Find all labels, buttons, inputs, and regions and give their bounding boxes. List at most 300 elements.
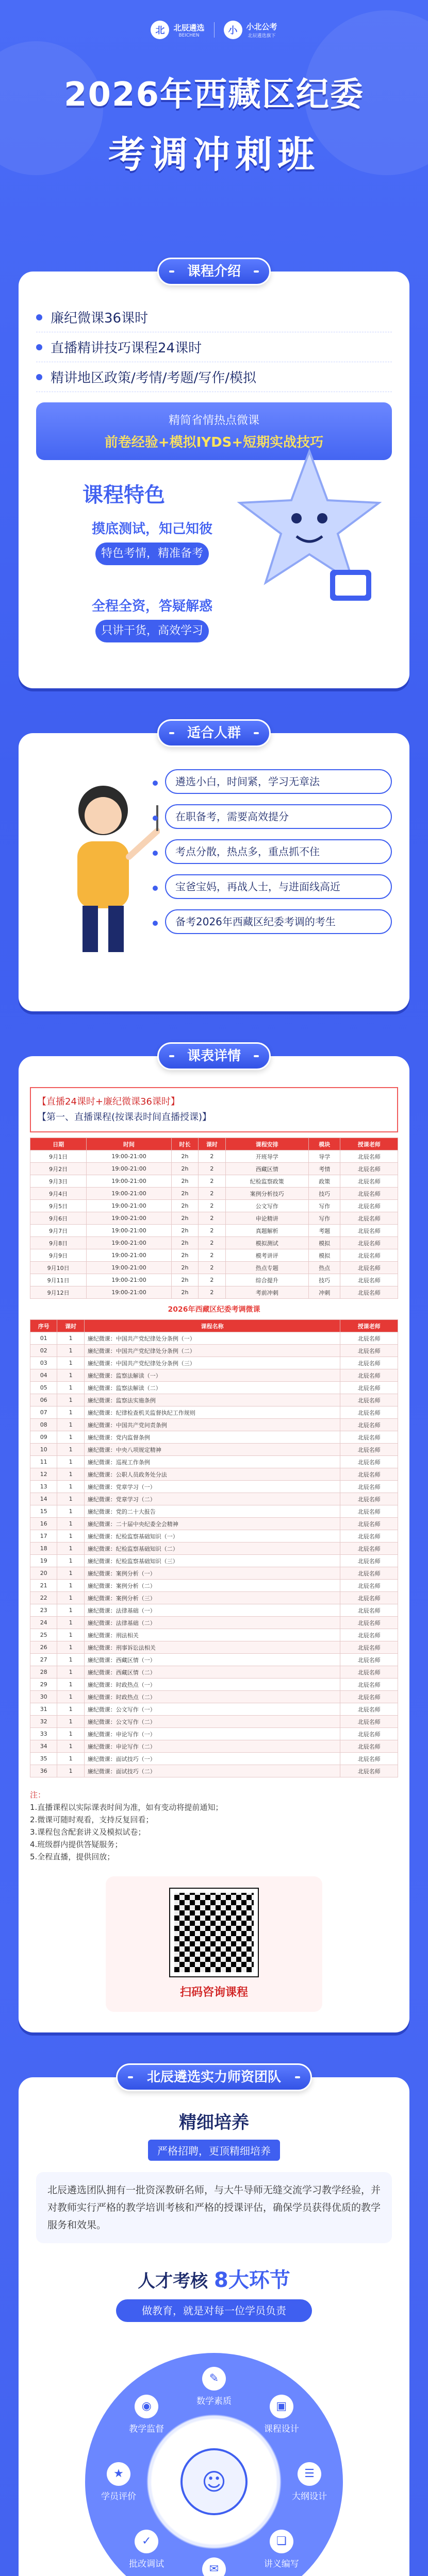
table-cell: 1 [57,1530,84,1543]
table-cell: 2 [199,1249,225,1262]
column-header: 序号 [30,1320,57,1332]
table-cell: 北辰名师 [340,1382,398,1394]
section-tag: 适合人群 [157,719,271,747]
table-cell: 1 [57,1716,84,1728]
wheel-node-label: 课程设计 [264,2424,299,2435]
table-cell: 1 [57,1728,84,1740]
table-row [30,1468,398,1481]
wheel-node-icon: ▣ [270,2395,293,2418]
table-cell: 考情 [309,1163,340,1175]
table-row [30,1456,398,1468]
table-cell: 2 [199,1286,225,1299]
table-cell: 廉纪微课：巡视工作条例 [84,1456,340,1468]
note-line: 2.微课可随时观看，支持反复回看； [30,1815,154,1824]
schedule-section [0,1042,428,2032]
brand-logo [151,21,204,39]
table-cell: 廉纪微课：党章学习（一） [84,1481,340,1493]
table-cell: 1 [57,1406,84,1419]
table-cell: 17 [30,1530,57,1543]
highlight-line: 前卷经验+模拟IYDS+短期实战技巧 [104,435,324,450]
table-cell: 28 [30,1666,57,1679]
table-cell: 廉纪微课：面试技巧（一） [84,1753,340,1765]
intro-item-text: 直播精讲技巧课程24课时 [51,341,202,356]
table-cell: 北辰名师 [340,1629,398,1641]
wheel-node-icon: ★ [107,2462,130,2486]
table-cell: 1 [57,1567,84,1580]
wheel-node [183,2367,245,2406]
bullet-dot-icon [36,314,42,320]
feature-text: 摸底测试，知己知彼 [91,521,212,537]
table-cell: 30 [30,1691,57,1703]
column-header: 课时 [57,1320,84,1332]
table-cell: 1 [57,1518,84,1530]
feature-area [36,508,392,678]
table-cell: 北辰名师 [340,1419,398,1431]
table-cell: 20 [30,1567,57,1580]
table-cell: 廉纪微课：案例分析（一） [84,1567,340,1580]
note-line: 4.班级群内提供答疑服务； [30,1840,123,1849]
table-cell: 9月12日 [30,1286,87,1299]
table-cell: 1 [57,1592,84,1604]
table-row [30,1567,398,1580]
table-cell: 19:00-21:00 [87,1274,172,1286]
table-row [30,1765,398,1777]
table-row [30,1286,398,1299]
table-row [30,1406,398,1419]
brand-logo-icon: 北 [151,21,169,39]
table-cell: 04 [30,1369,57,1382]
table-cell: 北辰名师 [340,1225,398,1237]
table-cell: 廉纪微课：法律基础（二） [84,1617,340,1629]
table-row [30,1357,398,1369]
table-row [30,1666,398,1679]
live-schedule-table [30,1138,398,1299]
table-cell: 廉纪微课：刑事诉讼法相关 [84,1641,340,1654]
table-cell: 1 [57,1580,84,1592]
table-cell: 廉纪微课：纪检监察基础知识（二） [84,1543,340,1555]
table-cell: 北辰名师 [340,1505,398,1518]
table-cell: 北辰名师 [340,1237,398,1249]
table-cell: 北辰名师 [340,1691,398,1703]
table-cell: 北辰名师 [340,1262,398,1274]
wheel-node-label: 学员评价 [101,2492,136,2502]
feature-title: 课程特色 [83,483,165,507]
table-row [30,1716,398,1728]
table-cell: 廉纪微课：党的二十大报告 [84,1505,340,1518]
table-cell: 1 [57,1753,84,1765]
course-intro-section [0,258,428,688]
table-row [30,1419,398,1431]
table-cell: 综合提升 [225,1274,309,1286]
wheel-node-icon: ✎ [202,2367,226,2391]
audience-item: 在职备考，需要高效提分 [165,804,392,829]
table-cell: 2 [199,1225,225,1237]
audience-card [19,733,409,1011]
qr-block [106,1876,322,2012]
table-cell: 廉纪微课：公文写作（二） [84,1716,340,1728]
wheel-center-icon: ☺ [180,2448,248,2515]
table-cell: 25 [30,1629,57,1641]
table-row [30,1249,398,1262]
section-tag: 课程介绍 [157,258,271,285]
table-cell: 08 [30,1419,57,1431]
section-tag: 北辰遴选实力师资团队 [116,2063,312,2091]
table-cell: 写作 [309,1212,340,1225]
table-row [30,1555,398,1567]
table-cell: 冲刺 [309,1286,340,1299]
table-cell: 北辰名师 [340,1357,398,1369]
wheel-node-label: 数学素质 [196,2396,232,2406]
table-cell: 31 [30,1703,57,1716]
table-cell: 2h [171,1286,198,1299]
table-cell: 26 [30,1641,57,1654]
table-cell: 廉纪微课：中国共产党纪律处分条例（一） [84,1332,340,1345]
table-cell: 2 [199,1150,225,1163]
table-cell: 9月7日 [30,1225,87,1237]
wheel-node-icon: ◉ [135,2395,158,2418]
table-cell: 北辰名师 [340,1555,398,1567]
table-cell: 1 [57,1456,84,1468]
audience-item: 宝爸宝妈，再战人士，与进面线高近 [165,874,392,899]
table-cell: 1 [57,1703,84,1716]
table-cell: 05 [30,1382,57,1394]
table-cell: 2 [199,1262,225,1274]
bullet-dot-icon [36,344,42,350]
note-line: 5.全程直播，提供回放； [30,1852,115,1861]
column-header: 课时 [199,1138,225,1150]
talent-subtitle: 做教育，就是对每一位学员负责 [116,2299,312,2322]
table-cell: 廉纪微课：中国共产党纪律处分条例（二） [84,1345,340,1357]
wheel-node-icon: ☰ [298,2462,321,2486]
table-cell: 34 [30,1740,57,1753]
table-cell: 1 [57,1357,84,1369]
table-cell: 2h [171,1225,198,1237]
intro-item-text: 精讲地区政策/考情/考题/写作/模拟 [51,370,257,386]
table-row [30,1163,398,1175]
table-cell: 廉纪微课：案例分析（三） [84,1592,340,1604]
table-cell: 19:00-21:00 [87,1249,172,1262]
table-cell: 北辰名师 [340,1703,398,1716]
table-cell: 22 [30,1592,57,1604]
table-row [30,1493,398,1505]
table-row [30,1629,398,1641]
wheel-node-icon: ❏ [270,2530,293,2553]
table-cell: 1 [57,1493,84,1505]
table-cell: 27 [30,1654,57,1666]
table-header-row [30,1320,398,1332]
table-cell: 公文写作 [225,1200,309,1212]
team-paragraph: 北辰遴选团队拥有一批资深教研名师，与大牛导师无缝交流学习教学经验，并对教师实行严格的教学培训考核和严格的授课评估，确保学员获得优质的教学服务和效果。 [36,2172,392,2243]
column-header: 课程安排 [225,1138,309,1150]
table-cell: 36 [30,1765,57,1777]
table-row [30,1175,398,1188]
talent-title-highlight: 8大环节 [214,2268,290,2292]
table-cell: 19:00-21:00 [87,1200,172,1212]
table-cell: 廉纪微课：刑法相关 [84,1629,340,1641]
table-cell: 09 [30,1431,57,1444]
table-row [30,1740,398,1753]
table-row [30,1505,398,1518]
column-header: 时间 [87,1138,172,1150]
table-row [30,1679,398,1691]
table-cell: 北辰名师 [340,1592,398,1604]
table-cell: 2h [171,1163,198,1175]
table-row [30,1592,398,1604]
column-header: 课程名称 [84,1320,340,1332]
table-cell: 21 [30,1580,57,1592]
table-cell: 2h [171,1188,198,1200]
wheel-node [251,2395,312,2434]
section-tag: 课表详情 [157,1042,271,1070]
table-cell: 1 [57,1765,84,1777]
table-header-row [30,1138,398,1150]
table-cell: 1 [57,1555,84,1567]
table-cell: 13 [30,1481,57,1493]
brand2-name: 小北公考 [246,22,277,31]
audience-item: 考点分散，热点多，重点抓不住 [165,839,392,864]
table-cell: 12 [30,1468,57,1481]
table-cell: 北辰名师 [340,1654,398,1666]
table-cell: 廉纪微课：中央八项规定精神 [84,1444,340,1456]
table-cell: 北辰名师 [340,1481,398,1493]
table-cell: 24 [30,1617,57,1629]
intro-item [36,362,392,392]
table-cell: 北辰名师 [340,1175,398,1188]
table-cell: 29 [30,1679,57,1691]
table-cell: 北辰名师 [340,1406,398,1419]
table-cell: 2h [171,1249,198,1262]
table-cell: 模拟测试 [225,1237,309,1249]
table-cell: 32 [30,1716,57,1728]
team-heading [36,2108,392,2161]
table-cell: 2h [171,1262,198,1274]
brand2-sub: 北辰遴选旗下 [248,33,276,39]
table-cell: 33 [30,1728,57,1740]
logo-divider [214,22,215,38]
table-cell: 北辰名师 [340,1394,398,1406]
table-cell: 导学 [309,1150,340,1163]
table-cell: 北辰名师 [340,1518,398,1530]
note-line: 1.直播课程以实际课表时间为准，如有变动将提前通知； [30,1803,223,1812]
wheel-node-icon: ✓ [135,2530,158,2553]
table-cell: 19:00-21:00 [87,1237,172,1249]
audience-item: 备考2026年西藏区纪委考调的考生 [165,909,392,934]
table-cell: 1 [57,1505,84,1518]
intro-item [36,332,392,362]
table-cell: 9月9日 [30,1249,87,1262]
table-cell: 2 [199,1274,225,1286]
table-cell: 15 [30,1505,57,1518]
table-cell: 11 [30,1456,57,1468]
table-row [30,1604,398,1617]
table-cell: 2h [171,1150,198,1163]
table-cell: 模考讲评 [225,1249,309,1262]
table-row [30,1543,398,1555]
brand-sub: BEICHEN [178,32,200,38]
table-cell: 北辰名师 [340,1274,398,1286]
column-header: 日期 [30,1138,87,1150]
table-cell: 9月2日 [30,1163,87,1175]
table-cell: 19:00-21:00 [87,1188,172,1200]
table-cell: 北辰名师 [340,1716,398,1728]
team-section [0,2063,428,2576]
table-cell: 16 [30,1518,57,1530]
table-cell: 西藏区情 [225,1163,309,1175]
table-cell: 考题 [309,1225,340,1237]
table-cell: 北辰名师 [340,1369,398,1382]
table-row [30,1518,398,1530]
table-cell: 廉纪微课：纪检监察基础知识（一） [84,1530,340,1543]
table-cell: 1 [57,1394,84,1406]
table-cell: 19:00-21:00 [87,1286,172,1299]
table-cell: 9月3日 [30,1175,87,1188]
feature-group [77,596,227,642]
team-card [19,2077,409,2576]
table-cell: 9月6日 [30,1212,87,1225]
table-cell: 9月11日 [30,1274,87,1286]
table-cell: 热点专题 [225,1262,309,1274]
table-cell: 北辰名师 [340,1200,398,1212]
table-row [30,1345,398,1357]
table-cell: 2h [171,1175,198,1188]
table-row [30,1188,398,1200]
table-cell: 北辰名师 [340,1286,398,1299]
course-intro-card [19,272,409,688]
table-cell: 9月4日 [30,1188,87,1200]
table-cell: 廉纪微课：时政热点（一） [84,1679,340,1691]
table-row [30,1444,398,1456]
table-cell: 廉纪微课：二十届中央纪委全会精神 [84,1518,340,1530]
table-cell: 9月8日 [30,1237,87,1249]
table-cell: 北辰名师 [340,1493,398,1505]
table-cell: 廉纪微课：党章学习（二） [84,1493,340,1505]
table-row [30,1237,398,1249]
table-cell: 1 [57,1629,84,1641]
table-row [30,1150,398,1163]
table-cell: 北辰名师 [340,1345,398,1357]
table-cell: 开班导学 [225,1150,309,1163]
table-cell: 廉纪微课：监察法实施条例 [84,1394,340,1406]
hero-header [0,0,428,258]
table-cell: 19:00-21:00 [87,1262,172,1274]
table-cell: 考前冲刺 [225,1286,309,1299]
table-cell: 2h [171,1237,198,1249]
column-header: 授课老师 [340,1320,398,1332]
column-header: 时长 [171,1138,198,1150]
table-cell: 北辰名师 [340,1431,398,1444]
table-cell: 1 [57,1332,84,1345]
column-header: 模块 [309,1138,340,1150]
table-row [30,1274,398,1286]
table-row [30,1691,398,1703]
table-cell: 北辰名师 [340,1150,398,1163]
table-cell: 1 [57,1543,84,1555]
table-cell: 技巧 [309,1274,340,1286]
wheel-node [88,2462,150,2502]
feature-badge: 特色考情，精准备考 [95,543,209,565]
table-cell: 1 [57,1604,84,1617]
table-cell: 廉纪微课：时政热点（二） [84,1691,340,1703]
wheel-node [278,2462,340,2502]
table-cell: 1 [57,1617,84,1629]
table-cell: 热点 [309,1262,340,1274]
table-cell: 01 [30,1332,57,1345]
table-cell: 写作 [309,1200,340,1212]
intro-item [36,302,392,332]
qr-code-icon[interactable] [170,1889,258,1976]
table-cell: 1 [57,1468,84,1481]
wheel-node-icon: ✉ [202,2557,226,2576]
audience-item: 遴选小白，时间紧，学习无章法 [165,769,392,794]
wheel-node-label: 大纲设计 [292,2492,327,2502]
audience-list [165,769,392,944]
schedule-notes [30,1789,398,1863]
table-cell: 1 [57,1740,84,1753]
wheel-node [116,2395,177,2434]
table-row [30,1200,398,1212]
table-cell: 19 [30,1555,57,1567]
wheel-node [183,2557,245,2576]
table-cell: 19:00-21:00 [87,1163,172,1175]
table-cell: 03 [30,1357,57,1369]
table-cell: 纪检监察政策 [225,1175,309,1188]
table-cell: 廉纪微课：法律基础（一） [84,1604,340,1617]
table-cell: 9月10日 [30,1262,87,1274]
schedule-heading [30,1087,398,1132]
table-cell: 1 [57,1691,84,1703]
feature-group [77,518,227,565]
page-title: 2026年西藏区纪委 [63,76,365,114]
table-row [30,1394,398,1406]
table-cell: 07 [30,1406,57,1419]
wheel-node-label: 讲义编写 [264,2558,299,2569]
table-cell: 北辰名师 [340,1765,398,1777]
table-cell: 模拟 [309,1237,340,1249]
table-cell: 廉纪微课：中国共产党纪律处分条例（三） [84,1357,340,1369]
table-cell: 廉纪微课：监察法解读（二） [84,1382,340,1394]
table-cell: 北辰名师 [340,1530,398,1543]
table-cell: 北辰名师 [340,1468,398,1481]
table-cell: 北辰名师 [340,1753,398,1765]
table-cell: 02 [30,1345,57,1357]
table-cell: 19:00-21:00 [87,1225,172,1237]
table-body [30,1150,398,1299]
feature-text: 全程全资，答疑解惑 [91,599,212,614]
table-row [30,1481,398,1493]
table-cell: 35 [30,1753,57,1765]
table-cell: 北辰名师 [340,1617,398,1629]
table-cell: 申论精讲 [225,1212,309,1225]
table-cell: 真题解析 [225,1225,309,1237]
table-row [30,1382,398,1394]
table-row [30,1530,398,1543]
team-title: 精细培养 [179,2112,249,2133]
table-cell: 技巧 [309,1188,340,1200]
table-cell: 1 [57,1481,84,1493]
table-cell: 廉纪微课：申论写作（一） [84,1728,340,1740]
table-cell: 23 [30,1604,57,1617]
audience-section [0,719,428,1011]
table-cell: 2 [199,1212,225,1225]
table-row [30,1728,398,1740]
table-cell: 1 [57,1679,84,1691]
table-cell: 2 [199,1200,225,1212]
table-cell: 1 [57,1382,84,1394]
table-cell: 10 [30,1444,57,1456]
table-cell: 北辰名师 [340,1188,398,1200]
table-row [30,1212,398,1225]
table-cell: 1 [57,1431,84,1444]
